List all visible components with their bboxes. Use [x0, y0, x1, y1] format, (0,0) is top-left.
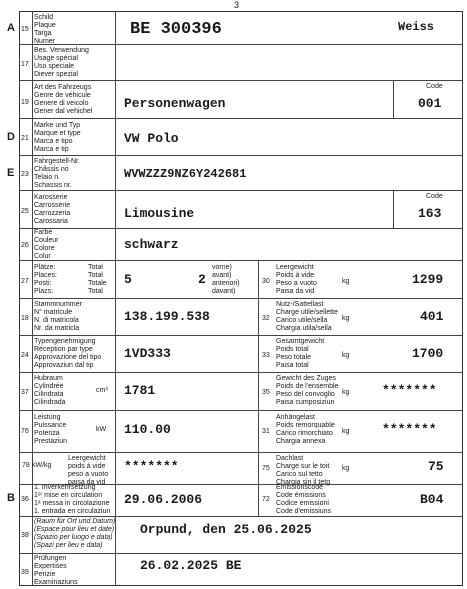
- row-line: [19, 190, 463, 191]
- power-value: 110.00: [124, 422, 171, 437]
- vehicle-type-value: Personenwagen: [124, 96, 226, 111]
- field-label-38: (Raum für Ort und Datum) (Espace pour lieu et date) (Spazio per luogo e data) (Spazi per lieu e data): [34, 518, 116, 549]
- chassis-number-value: WVWZZZ9NZ6Y242681: [124, 167, 247, 181]
- field-label-76: Leistung Puissance Potenza Prestaziun: [34, 414, 68, 445]
- payload-value: 401: [420, 309, 444, 324]
- unit-32: kg: [342, 315, 350, 322]
- field-label-39: Prüfungen Expertises Perizie Examinaziuns: [34, 555, 78, 586]
- code-label-25: Code: [426, 193, 443, 200]
- make-model-value: VW Polo: [124, 131, 179, 146]
- code-divider-19: [393, 80, 394, 118]
- field-label-25: Karosserie Carrosserie Carrozzeria Carossaria: [34, 194, 71, 225]
- row78-left: [19, 452, 20, 484]
- type-approval-value: 1VD333: [124, 346, 171, 361]
- displacement-value: 1781: [124, 383, 156, 398]
- field-label-17: Bes. Verwendung Usage spécial Uso speciale Diever spezial: [34, 47, 89, 78]
- field-label-30: Leergewicht Poids à vide Peso a vuoto Paisa da vid: [276, 264, 317, 295]
- unit-76: kW: [96, 426, 107, 433]
- field-label-19: Art des Fahrzeugs Genre de véhicule Genere di veicolo Gener dal vehichel: [34, 84, 93, 115]
- seats-total-value: 5: [124, 272, 132, 287]
- field-number-33: 33: [262, 352, 270, 359]
- field-label-15: Schild Plaque Targa Numer: [34, 14, 56, 45]
- field-number-75: 75: [262, 465, 270, 472]
- field-label-24: Typengenehmigung Réception par type Approvazione del tipo Approvaziun dal tip: [34, 338, 102, 369]
- place-date-value: Orpund, den 25.06.2025: [140, 522, 312, 537]
- field-label-21: Marke und Typ Marque et type Marca e tipo Marca e tip: [34, 122, 81, 153]
- unit-78: kW/kg: [32, 462, 52, 469]
- field-number-31: 31: [262, 428, 270, 435]
- power-weight-value: *******: [124, 459, 179, 474]
- unit-33: kg: [342, 352, 350, 359]
- field-number-18: 18: [21, 315, 29, 322]
- field-label-23: Fahrgestell-Nr. Châssis no Telaio n. Schassis nr.: [34, 158, 80, 189]
- field-label-27: Plätze: Places: Posti: Plazs:: [34, 264, 57, 295]
- row-line: [19, 228, 463, 229]
- body-type-value: Limousine: [124, 206, 195, 221]
- total-weight-value: 1700: [412, 346, 444, 361]
- field-label-33: Gesamtgewicht Poids total Peso totale Paisa total: [276, 338, 325, 369]
- train-weight-value: *******: [382, 383, 437, 398]
- plate-color: Weiss: [398, 20, 435, 34]
- field-label-35: Gewicht des Zuges Poids de l'ensemble Peso del convoglio Paisa cumposiziun: [276, 375, 339, 406]
- row-line: [19, 44, 463, 45]
- row-line: [19, 410, 463, 411]
- row-line: [19, 260, 463, 261]
- master-number-value: 138.199.538: [124, 309, 210, 324]
- field-label-26: Farbe Couleur Colore Colur: [34, 229, 59, 260]
- unit-37: cm³: [96, 387, 108, 394]
- field-number-15: 15: [21, 26, 29, 33]
- unit-75: kg: [342, 465, 350, 472]
- plate-value: BE 300396: [130, 20, 222, 39]
- field-number-38: 38: [21, 532, 29, 539]
- row-line: [19, 80, 463, 81]
- roof-load-value: 75: [428, 459, 444, 474]
- field-number-36: 36: [21, 496, 29, 503]
- field-label-27-totals: Total Total Totale Total: [88, 264, 107, 295]
- field-label-36: 1. Inverkehrsetzung 1ᵉʳ mise en circulation 1ᵃ messa in circolazione 1. entrada en circulaziun: [34, 484, 111, 515]
- code-label-19: Code: [426, 83, 443, 90]
- inspection-value: 26.02.2025 BE: [140, 558, 242, 573]
- field-number-78: 78: [22, 462, 30, 469]
- vehicle-type-code: 001: [418, 96, 442, 111]
- seats-front-labels: vorne) avant) anteriori) davant): [212, 264, 240, 295]
- unit-31: kg: [342, 428, 350, 435]
- row-line: [19, 372, 463, 373]
- page-number: 3: [234, 0, 240, 10]
- field-label-18: Stammnummer N° matricule N. di matricola Nr. da matricla: [34, 301, 82, 332]
- field-label-75: Dachlast Charge sur le toit Carico sul tetto Chargia sin il tetg: [276, 455, 331, 486]
- emission-code-value: B04: [420, 492, 444, 507]
- field-number-76: 76: [21, 428, 29, 435]
- unit-35: kg: [342, 389, 350, 396]
- row-line: [19, 516, 463, 517]
- field-number-21: 21: [21, 135, 29, 142]
- row-line: [19, 118, 463, 119]
- field-number-37: 37: [21, 389, 29, 396]
- field-label-78: Leergewicht poids à vide peso a vuoto paisa da vid: [68, 455, 109, 486]
- field-label-72: Emissionscode Code émissions Codice emissioni Code d'emissiuns: [276, 484, 332, 515]
- field-number-27: 27: [21, 278, 29, 285]
- row-letter-d: D: [7, 131, 15, 143]
- field-label-31: Anhängelast Poids remorquable Carico rimorchiato Chargia annexa: [276, 414, 335, 445]
- empty-weight-value: 1299: [412, 272, 444, 287]
- seats-front-value: 2: [198, 272, 206, 287]
- trailer-load-value: *******: [382, 422, 437, 437]
- row36-divider: [258, 484, 259, 516]
- first-registration-value: 29.06.2006: [124, 492, 203, 507]
- unit-30: kg: [342, 278, 350, 285]
- color-value: schwarz: [124, 237, 179, 252]
- row-line: [19, 553, 463, 554]
- code-divider-25: [393, 190, 394, 228]
- row-line: [19, 335, 463, 336]
- field-number-35: 35: [262, 389, 270, 396]
- field-number-17: 17: [21, 61, 29, 68]
- field-number-25: 25: [21, 208, 29, 215]
- field-number-72: 72: [262, 496, 270, 503]
- field-number-32: 32: [262, 315, 270, 322]
- field-label-37: Hubraum Cylindrée Cilindrata Cilindrada: [34, 375, 66, 406]
- field-number-23: 23: [21, 171, 29, 178]
- field-number-26: 26: [21, 242, 29, 249]
- row-letter-a: A: [7, 22, 15, 34]
- field-number-30: 30: [262, 278, 270, 285]
- field-number-19: 19: [21, 99, 29, 106]
- row-letter-b: B: [7, 492, 15, 504]
- field-label-32: Nutz-/Sattellast Charge utile/sellette Carico utile/sella Chargia utila/sella: [276, 301, 338, 332]
- body-type-code: 163: [418, 206, 442, 221]
- row-line: [19, 298, 463, 299]
- row-line: [19, 155, 463, 156]
- field-number-39: 39: [21, 569, 29, 576]
- field-number-24: 24: [21, 352, 29, 359]
- row-letter-e: E: [7, 167, 15, 179]
- row-line: [19, 452, 463, 453]
